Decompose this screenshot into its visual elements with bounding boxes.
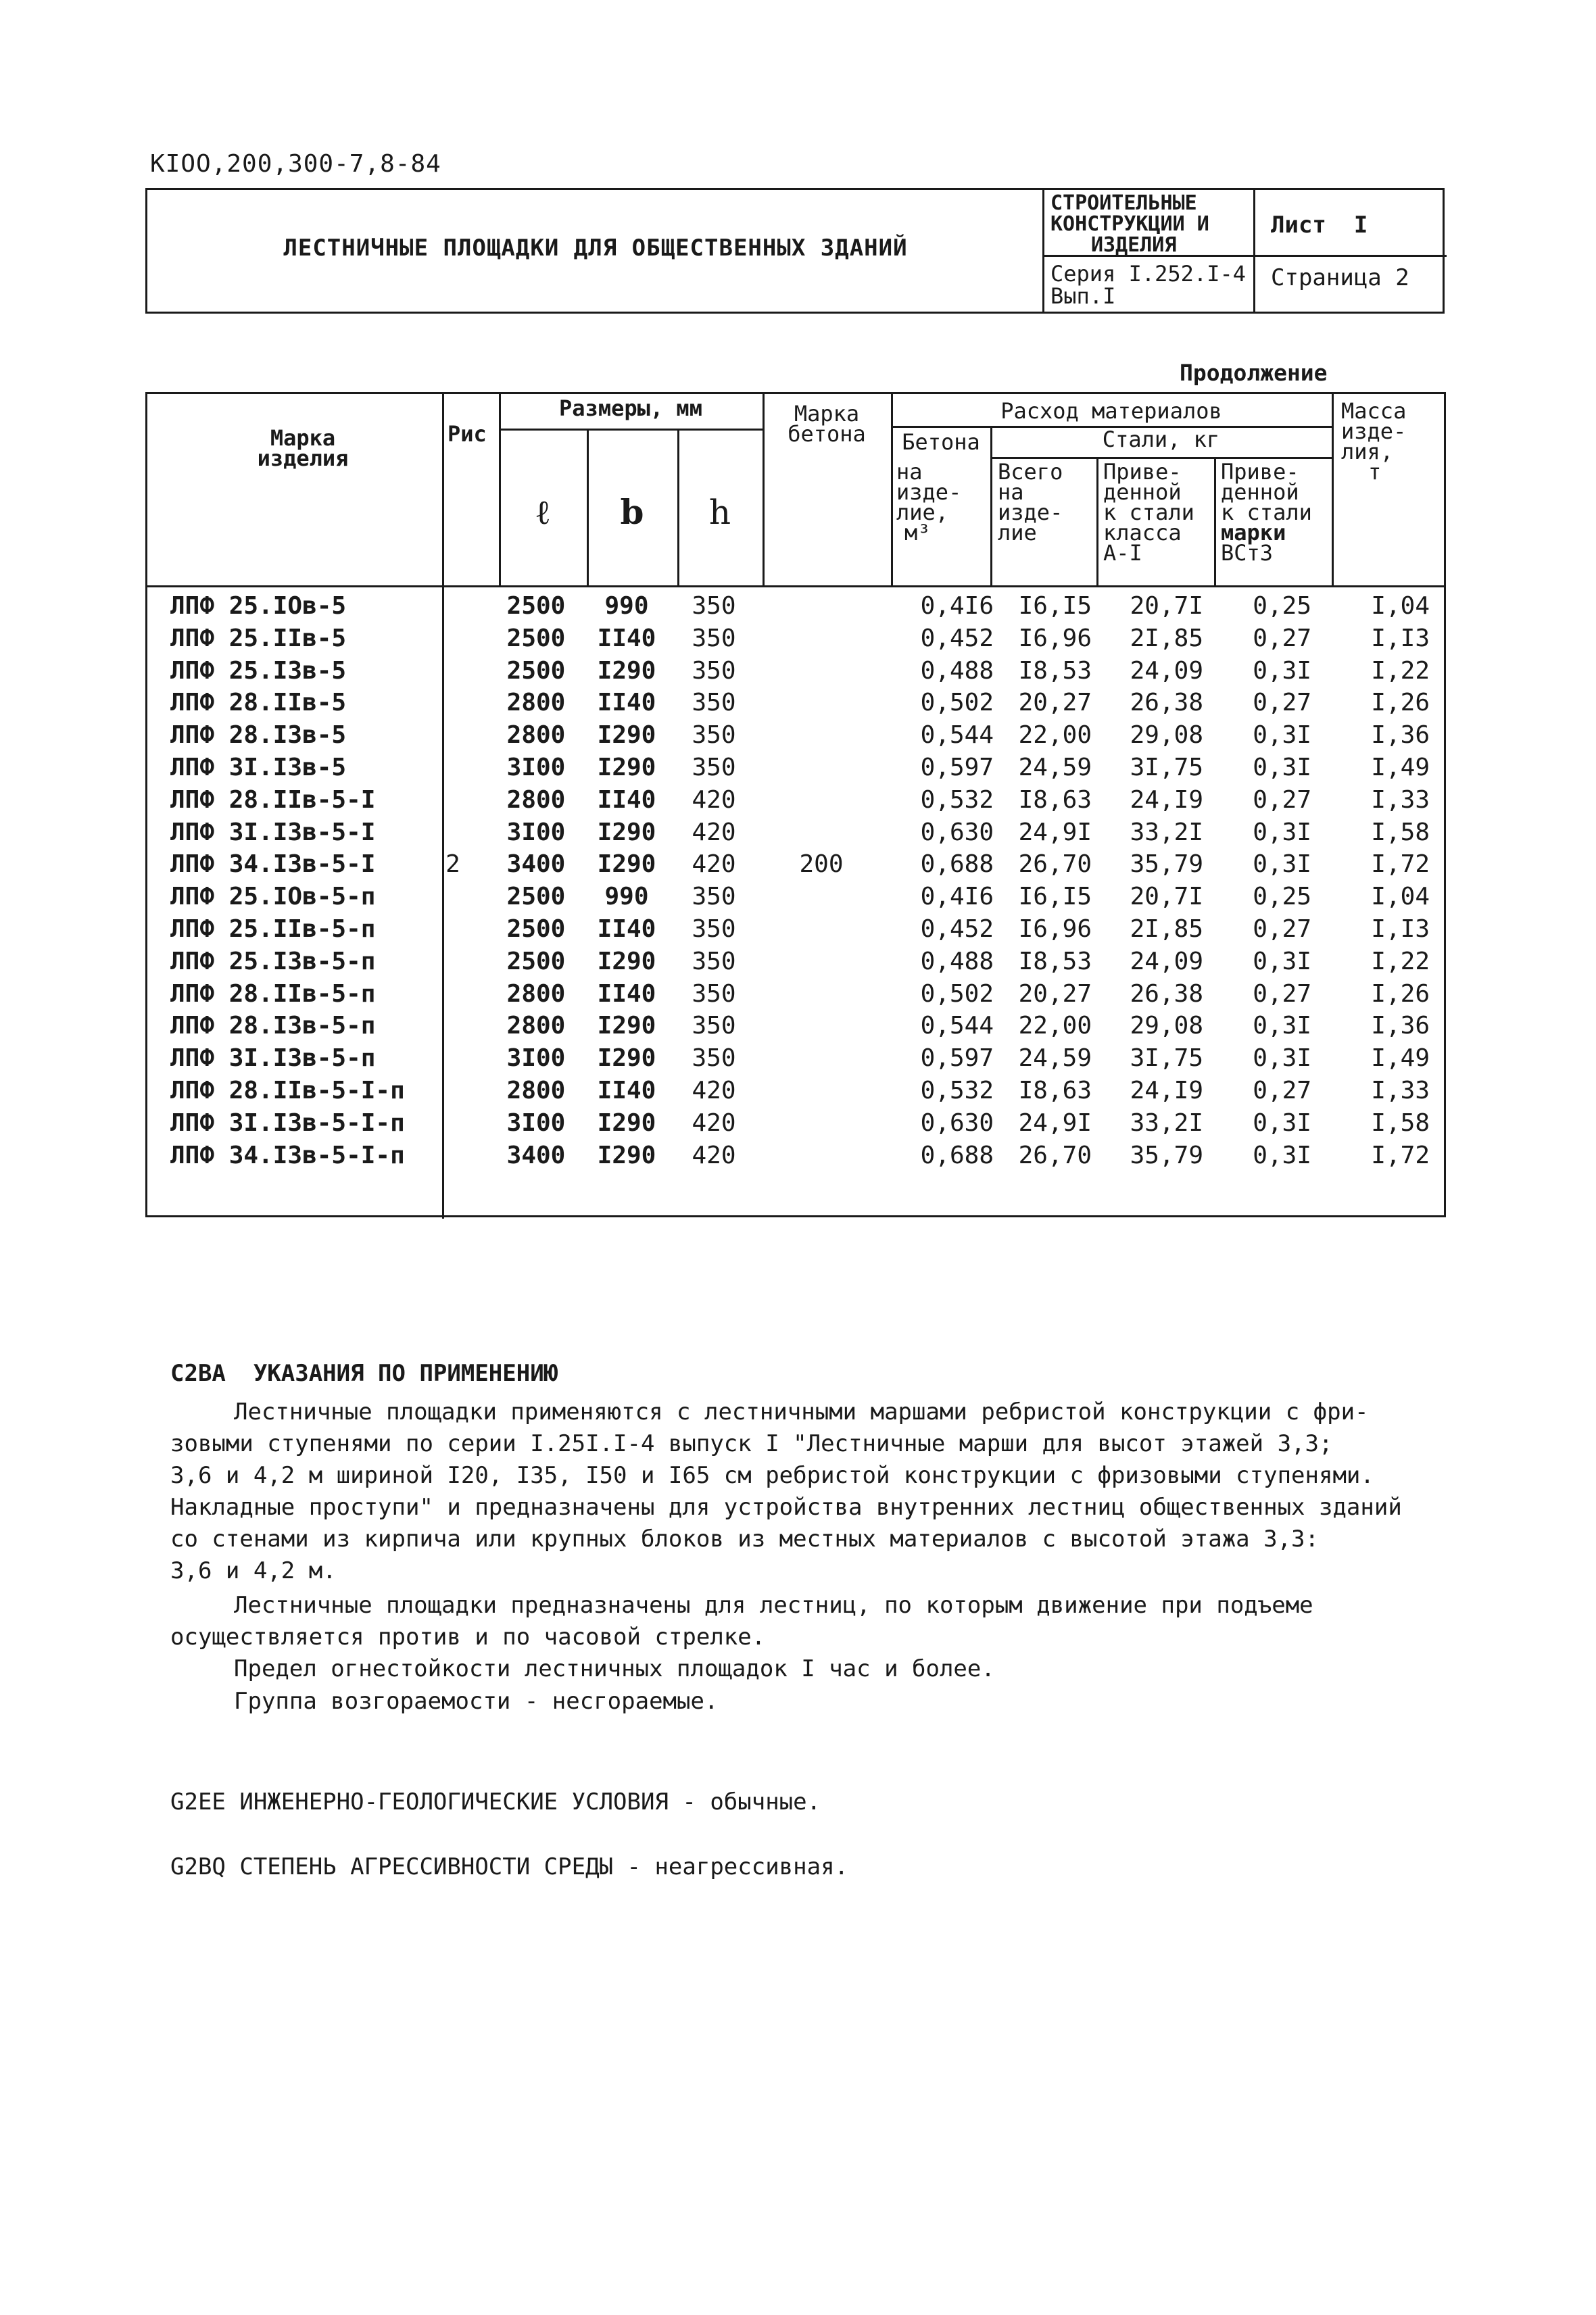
- row-mark: ЛПФ 25.IОв-5-п: [170, 883, 376, 911]
- row-concrete-volume: 0,597: [920, 754, 994, 781]
- table-row: [0, 948, 1596, 980]
- row-mark: ЛПФ 34.I3в-5-I: [170, 850, 376, 879]
- header-steel-total-4: лие: [998, 520, 1037, 545]
- row-mass: I,22: [1371, 947, 1430, 975]
- row-height: 350: [692, 915, 736, 943]
- row-steel-total: I8,63: [1018, 1077, 1092, 1104]
- row-width: I290: [597, 1108, 656, 1137]
- table-row: [0, 657, 1596, 689]
- row-height: 350: [692, 883, 736, 911]
- row-length: 2800: [506, 721, 566, 750]
- row-width: I290: [597, 1141, 656, 1169]
- table-row: [0, 689, 1596, 721]
- row-width: II40: [597, 624, 656, 652]
- document-code: КIОО,200,300-7,8-84: [150, 150, 441, 178]
- row-steel-vst3: 0,3I: [1253, 850, 1311, 879]
- row-height: 350: [692, 656, 736, 685]
- row-steel-a1: 24,I9: [1130, 785, 1203, 814]
- row-steel-a1: 2I,85: [1130, 915, 1203, 943]
- row-steel-vst3: 0,27: [1253, 624, 1311, 652]
- row-mark: ЛПФ 25.IОв-5: [170, 592, 347, 620]
- table-row: [0, 1142, 1596, 1174]
- header-steel: Стали, кг: [1102, 427, 1220, 452]
- row-steel-vst3: 0,3I: [1253, 947, 1311, 975]
- row-width: I290: [597, 850, 656, 879]
- row-steel-vst3: 0,3I: [1253, 818, 1311, 846]
- row-mark: ЛПФ 3I.I3в-5-п: [170, 1044, 376, 1073]
- row-height: 420: [692, 850, 736, 879]
- row-concrete-volume: 0,688: [920, 1141, 994, 1169]
- table-row: [0, 1109, 1596, 1142]
- row-width: I290: [597, 754, 656, 781]
- header-mass-2: изде-: [1341, 418, 1407, 444]
- header-mass-1: Масса: [1341, 398, 1407, 424]
- row-steel-vst3: 0,27: [1253, 1077, 1311, 1104]
- row-mass: I,33: [1371, 785, 1430, 814]
- header-mark-line-1: Марка: [270, 425, 336, 451]
- row-height: 350: [692, 1012, 736, 1040]
- row-mass: I,72: [1371, 1141, 1430, 1169]
- row-length: 2800: [506, 979, 566, 1008]
- p1-line-4: Накладные проступи" и предназначены для устройства внутренних лестниц общественных зданий: [170, 1494, 1402, 1521]
- row-concrete-volume: 0,452: [920, 915, 994, 943]
- row-steel-total: 20,27: [1018, 689, 1092, 717]
- page-number: Страница 2: [1271, 264, 1409, 291]
- row-mass: I,49: [1371, 1044, 1430, 1073]
- row-length: 2500: [506, 624, 566, 652]
- row-length: 3400: [506, 1141, 566, 1169]
- row-concrete-volume: 0,502: [920, 689, 994, 717]
- row-steel-a1: 35,79: [1130, 1141, 1203, 1169]
- row-mark: ЛПФ 28.IIв-5-п: [170, 979, 376, 1008]
- row-steel-total: 24,9I: [1018, 818, 1092, 846]
- row-width: I290: [597, 656, 656, 685]
- row-concrete-volume: 0,488: [920, 947, 994, 975]
- category-line-2: КОНСТРУКЦИИ И: [1050, 212, 1209, 236]
- table-bottom-rule: [145, 1215, 1446, 1217]
- p2-line-1: Лестничные площадки предназначены для лестниц, по которым движение при подъеме: [234, 1592, 1313, 1619]
- row-mass: I,22: [1371, 656, 1430, 685]
- geology-conditions: G2ЕЕ ИНЖЕНЕРНО-ГЕОЛОГИЧЕСКИЕ УСЛОВИЯ - обычные.: [170, 1788, 821, 1816]
- row-width: I290: [597, 947, 656, 975]
- header-steel-vst3-5: ВСт3: [1221, 540, 1274, 566]
- row-mark: ЛПФ 25.I3в-5-п: [170, 947, 376, 975]
- header-concrete-grade-line-2: бетона: [788, 421, 866, 447]
- row-steel-vst3: 0,3I: [1253, 1012, 1311, 1040]
- row-mass: I,I3: [1371, 624, 1430, 652]
- row-width: II40: [597, 1077, 656, 1104]
- row-concrete-volume: 0,4I6: [920, 592, 994, 620]
- row-steel-a1: 24,I9: [1130, 1077, 1203, 1104]
- row-steel-total: I8,63: [1018, 785, 1092, 814]
- row-steel-total: I6,96: [1018, 915, 1092, 943]
- header-steel-a1-5: А-I: [1103, 540, 1142, 566]
- row-steel-total: 24,59: [1018, 1044, 1092, 1073]
- row-length: 2800: [506, 1012, 566, 1040]
- series-line-2: Вып.I: [1050, 283, 1116, 309]
- row-length: 2500: [506, 883, 566, 911]
- row-steel-a1: 3I,75: [1130, 754, 1203, 781]
- header-steel-a1-1: Приве-: [1103, 459, 1182, 485]
- row-height: 350: [692, 689, 736, 717]
- row-mark: ЛПФ 3I.I3в-5-I: [170, 818, 376, 846]
- series-line-1: Серия I.252.I-4: [1050, 261, 1246, 287]
- environment-aggressiveness: G2ВQ СТЕПЕНЬ АГРЕССИВНОСТИ СРЕДЫ - неагрессивная.: [170, 1853, 849, 1880]
- row-steel-vst3: 0,3I: [1253, 656, 1311, 685]
- row-mark: ЛПФ 25.IIв-5-п: [170, 915, 376, 943]
- table-row: [0, 915, 1596, 948]
- row-steel-total: I6,I5: [1018, 883, 1092, 911]
- row-steel-vst3: 0,27: [1253, 979, 1311, 1008]
- row-width: II40: [597, 979, 656, 1008]
- row-height: 420: [692, 1077, 736, 1104]
- row-height: 350: [692, 947, 736, 975]
- series-label: [1050, 263, 1253, 308]
- row-height: 350: [692, 624, 736, 652]
- row-concrete-volume: 0,532: [920, 1077, 994, 1104]
- row-steel-vst3: 0,3I: [1253, 754, 1311, 781]
- header-concrete-sub-2: изде-: [896, 479, 962, 505]
- concrete-grade-value: 200: [799, 850, 844, 879]
- row-width: I290: [597, 1044, 656, 1073]
- instructions-paragraph-2: [170, 1590, 1397, 1653]
- row-width: I290: [597, 721, 656, 750]
- header-materials: Расход материалов: [1000, 398, 1222, 424]
- row-steel-total: I8,53: [1018, 947, 1092, 975]
- row-width: 990: [604, 883, 649, 911]
- row-mark: ЛПФ 28.I3в-5: [170, 721, 347, 750]
- row-steel-a1: 24,09: [1130, 947, 1203, 975]
- row-concrete-volume: 0,452: [920, 624, 994, 652]
- p1-line-3: 3,6 и 4,2 м шириной I20, I35, I50 и I65 см ребристой конструкции с фризовыми ступенями.: [170, 1462, 1374, 1489]
- row-mass: I,58: [1371, 818, 1430, 846]
- header-steel-a1-3: к стали: [1103, 499, 1194, 525]
- table-row: [0, 1077, 1596, 1109]
- row-concrete-volume: 0,502: [920, 979, 994, 1008]
- row-mass: I,26: [1371, 689, 1430, 717]
- row-mass: I,26: [1371, 979, 1430, 1008]
- row-height: 420: [692, 818, 736, 846]
- row-steel-vst3: 0,27: [1253, 915, 1311, 943]
- row-length: 3I00: [506, 754, 566, 781]
- row-concrete-volume: 0,630: [920, 1108, 994, 1137]
- row-concrete-volume: 0,544: [920, 721, 994, 750]
- row-steel-a1: 20,7I: [1130, 883, 1203, 911]
- row-steel-vst3: 0,3I: [1253, 1044, 1311, 1073]
- row-steel-total: I8,53: [1018, 656, 1092, 685]
- continuation-label: Продолжение: [1180, 360, 1328, 386]
- row-length: 3I00: [506, 1108, 566, 1137]
- category-line-1: СТРОИТЕЛЬНЫЕ: [1050, 191, 1197, 215]
- p1-line-1: Лестничные площадки применяются с лестничными маршами ребристой конструкции с фри-: [234, 1398, 1369, 1425]
- row-mark: ЛПФ 28.IIв-5-I-п: [170, 1077, 405, 1104]
- row-concrete-volume: 0,688: [920, 850, 994, 879]
- table-row: [0, 980, 1596, 1013]
- row-height: 350: [692, 979, 736, 1008]
- row-mark: ЛПФ 3I.I3в-5-I-п: [170, 1108, 405, 1137]
- row-length: 2800: [506, 1077, 566, 1104]
- row-steel-a1: 20,7I: [1130, 592, 1203, 620]
- header-steel-a1-4: класса: [1103, 520, 1182, 545]
- instructions-paragraph-3: Предел огнестойкости лестничных площадок I час и более.: [234, 1655, 995, 1682]
- row-mass: I,04: [1371, 592, 1430, 620]
- row-mass: I,36: [1371, 721, 1430, 750]
- header-steel-a1-2: денной: [1103, 479, 1182, 505]
- row-steel-a1: 2I,85: [1130, 624, 1203, 652]
- row-width: II40: [597, 915, 656, 943]
- row-mass: I,58: [1371, 1108, 1430, 1137]
- row-mark: ЛПФ 28.IIв-5-I: [170, 785, 376, 814]
- row-mark: ЛПФ 3I.I3в-5: [170, 754, 347, 781]
- category-line-3: ИЗДЕЛИЯ: [1091, 233, 1177, 257]
- instructions-paragraph-4: Группа возгораемости - несгораемые.: [234, 1688, 719, 1715]
- row-mark: ЛПФ 28.IIв-5: [170, 689, 347, 717]
- row-steel-a1: 33,2I: [1130, 818, 1203, 846]
- header-dim-l: ℓ: [536, 492, 550, 532]
- header-steel-vst3-1: Приве-: [1221, 459, 1299, 485]
- row-mark: ЛПФ 25.I3в-5: [170, 656, 347, 685]
- row-mark: ЛПФ 28.I3в-5-п: [170, 1012, 376, 1040]
- header-mark-line-2: изделия: [257, 445, 349, 471]
- row-height: 420: [692, 1141, 736, 1169]
- header-steel-total-2: на: [998, 479, 1024, 505]
- row-steel-total: 24,9I: [1018, 1108, 1092, 1137]
- row-mass: I,72: [1371, 850, 1430, 879]
- row-width: 990: [604, 592, 649, 620]
- header-dim-b: b: [620, 492, 644, 532]
- row-height: 420: [692, 785, 736, 814]
- row-mass: I,04: [1371, 883, 1430, 911]
- row-steel-vst3: 0,25: [1253, 592, 1311, 620]
- row-steel-total: I6,I5: [1018, 592, 1092, 620]
- row-concrete-volume: 0,597: [920, 1044, 994, 1073]
- instructions-paragraph-1: [170, 1396, 1402, 1587]
- row-mark: ЛПФ 25.IIв-5: [170, 624, 347, 652]
- sheet-number: Лист I: [1271, 212, 1368, 239]
- row-steel-total: 24,59: [1018, 754, 1092, 781]
- row-concrete-volume: 0,544: [920, 1012, 994, 1040]
- row-steel-a1: 26,38: [1130, 689, 1203, 717]
- table-row: [0, 850, 1596, 883]
- row-steel-vst3: 0,3I: [1253, 1108, 1311, 1137]
- row-length: 2500: [506, 656, 566, 685]
- table-row: [0, 625, 1596, 657]
- header-concrete-sub-4: м³: [904, 520, 931, 545]
- row-steel-vst3: 0,3I: [1253, 721, 1311, 750]
- table-row: [0, 819, 1596, 851]
- table-row: [0, 786, 1596, 819]
- row-length: 2800: [506, 689, 566, 717]
- header-mass-3: лия,: [1341, 439, 1394, 464]
- category-label: [1050, 193, 1253, 255]
- row-steel-a1: 29,08: [1130, 721, 1203, 750]
- row-mass: I,I3: [1371, 915, 1430, 943]
- row-length: 3400: [506, 850, 566, 879]
- header-ris: Рис: [448, 421, 487, 447]
- header-steel-total-1: Всего: [998, 459, 1063, 485]
- header-mass-4: т: [1368, 459, 1382, 485]
- row-concrete-volume: 0,630: [920, 818, 994, 846]
- row-width: I290: [597, 818, 656, 846]
- row-steel-vst3: 0,3I: [1253, 1141, 1311, 1169]
- header-concrete: Бетона: [902, 429, 980, 455]
- header-steel-total-3: изде-: [998, 499, 1063, 525]
- row-concrete-volume: 0,532: [920, 785, 994, 814]
- p2-line-2: осуществляется против и по часовой стрелке.: [170, 1624, 766, 1651]
- row-steel-a1: 35,79: [1130, 850, 1203, 879]
- table-row: [0, 1044, 1596, 1077]
- row-mass: I,33: [1371, 1077, 1430, 1104]
- header-dimensions: Размеры, мм: [559, 395, 702, 421]
- document-title: ЛЕСТНИЧНЫЕ ПЛОЩАДКИ ДЛЯ ОБЩЕСТВЕННЫХ ЗДАНИЙ: [283, 235, 908, 262]
- p1-line-5: со стенами из кирпича или крупных блоков из местных материалов с высотой этажа 3,3:: [170, 1526, 1319, 1553]
- p1-line-6: 3,6 и 4,2 м.: [170, 1557, 337, 1584]
- title-block: [145, 188, 1445, 314]
- header-concrete-sub-3: лие,: [896, 499, 949, 525]
- row-height: 420: [692, 1108, 736, 1137]
- row-steel-vst3: 0,27: [1253, 785, 1311, 814]
- row-steel-total: I6,96: [1018, 624, 1092, 652]
- row-steel-total: 26,70: [1018, 1141, 1092, 1169]
- row-height: 350: [692, 721, 736, 750]
- row-concrete-volume: 0,488: [920, 656, 994, 685]
- row-steel-a1: 3I,75: [1130, 1044, 1203, 1073]
- row-steel-vst3: 0,25: [1253, 883, 1311, 911]
- row-steel-total: 20,27: [1018, 979, 1092, 1008]
- row-width: II40: [597, 689, 656, 717]
- row-steel-total: 22,00: [1018, 1012, 1092, 1040]
- row-steel-vst3: 0,27: [1253, 689, 1311, 717]
- row-mark: ЛПФ 34.I3в-5-I-п: [170, 1141, 405, 1169]
- row-length: 2500: [506, 592, 566, 620]
- header-concrete-grade-line-1: Марка: [794, 401, 860, 427]
- row-width: I290: [597, 1012, 656, 1040]
- row-length: 2800: [506, 785, 566, 814]
- row-steel-a1: 24,09: [1130, 656, 1203, 685]
- header-steel-vst3-2: денной: [1221, 479, 1299, 505]
- row-steel-total: 26,70: [1018, 850, 1092, 879]
- row-steel-total: 22,00: [1018, 721, 1092, 750]
- header-steel-vst3-3: к стали: [1221, 499, 1312, 525]
- row-steel-a1: 33,2I: [1130, 1108, 1203, 1137]
- p1-line-2: зовыми ступенями по серии I.25I.I-4 выпуск I "Лестничные марши для высот этажей 3,3;: [170, 1430, 1333, 1457]
- table-row: [0, 721, 1596, 754]
- header-concrete-sub-1: на: [896, 459, 923, 485]
- row-height: 350: [692, 1044, 736, 1073]
- table-row: [0, 592, 1596, 625]
- row-concrete-volume: 0,4I6: [920, 883, 994, 911]
- row-height: 350: [692, 592, 736, 620]
- table-row: [0, 1012, 1596, 1044]
- header-dim-h: h: [708, 493, 731, 532]
- row-length: 3I00: [506, 1044, 566, 1073]
- instructions-heading: С2ВА УКАЗАНИЯ ПО ПРИМЕНЕНИЮ: [170, 1360, 558, 1387]
- row-mass: I,49: [1371, 754, 1430, 781]
- header-steel-vst3-4: марки: [1221, 520, 1286, 545]
- table-row: [0, 754, 1596, 786]
- row-length: 3I00: [506, 818, 566, 846]
- row-width: II40: [597, 785, 656, 814]
- row-steel-a1: 29,08: [1130, 1012, 1203, 1040]
- figure-number: 2: [445, 850, 460, 879]
- row-height: 350: [692, 754, 736, 781]
- row-mass: I,36: [1371, 1012, 1430, 1040]
- row-steel-a1: 26,38: [1130, 979, 1203, 1008]
- table-row: [0, 883, 1596, 915]
- row-length: 2500: [506, 915, 566, 943]
- row-length: 2500: [506, 947, 566, 975]
